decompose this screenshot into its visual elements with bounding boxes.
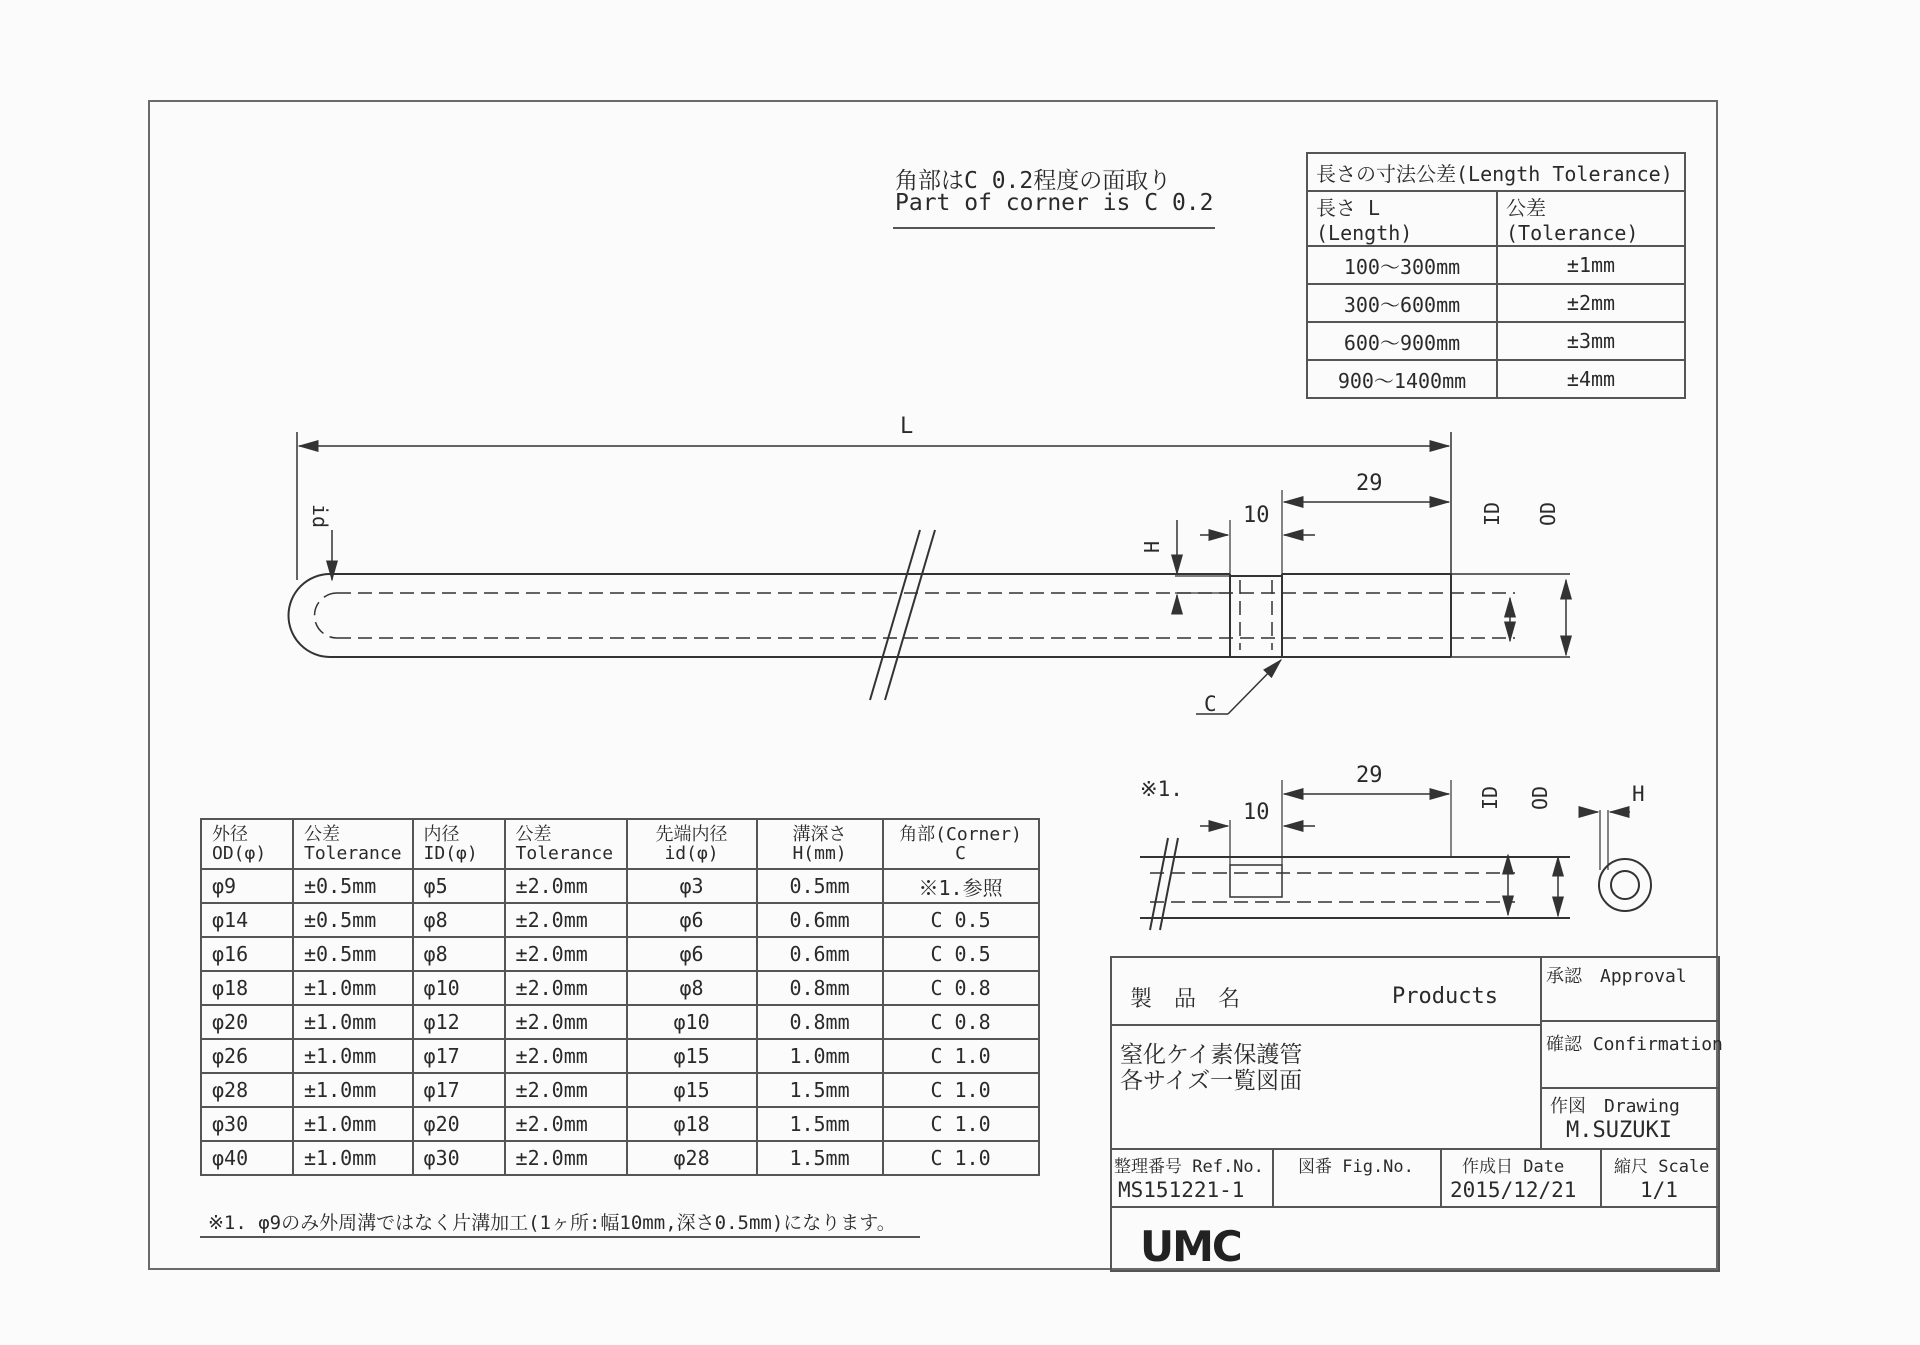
corner-cell: ※1.参照 [883, 869, 1039, 903]
length-cell: 100～300mm [1307, 246, 1497, 284]
detail-mark: ※1. [1140, 777, 1183, 801]
od-cell: φ18 [201, 971, 293, 1005]
groove-depth-cell: 1.5mm [757, 1073, 883, 1107]
id-cell: φ8 [413, 903, 505, 937]
tip-id-cell: φ8 [627, 971, 757, 1005]
od-cell: φ14 [201, 903, 293, 937]
id-tolerance-cell: ±2.0mm [505, 971, 627, 1005]
tip-id-cell: φ6 [627, 937, 757, 971]
id-cell: φ30 [413, 1141, 505, 1175]
od-tolerance-cell: ±1.0mm [293, 1005, 413, 1039]
detail-label-H: H [1632, 782, 1645, 806]
table-row [201, 1073, 1039, 1107]
id-cell: φ20 [413, 1107, 505, 1141]
dim-label-10: 10 [1243, 503, 1270, 528]
od-tolerance-cell: ±0.5mm [293, 869, 413, 903]
tip-id-cell: φ15 [627, 1073, 757, 1107]
id-cell: φ17 [413, 1073, 505, 1107]
dim-label-ID: ID [1480, 501, 1505, 527]
dim-label-L: L [900, 414, 914, 439]
tip-id-cell: φ6 [627, 903, 757, 937]
dim-label-OD: OD [1536, 501, 1561, 527]
corner-cell: C 1.0 [883, 1073, 1039, 1107]
id-cell: φ12 [413, 1005, 505, 1039]
id-cell: φ5 [413, 869, 505, 903]
header-od: 外径 OD(φ) [201, 819, 293, 869]
groove-depth-cell: 0.6mm [757, 937, 883, 971]
product-name-2: 各サイズ一覧図面 [1120, 1068, 1303, 1094]
date-label: 作成日 Date [1462, 1157, 1565, 1177]
products-label: Products [1392, 984, 1498, 1009]
corner-note-jp: 角部はC 0.2程度の面取り [895, 168, 1172, 194]
drawer-name: M.SUZUKI [1566, 1118, 1672, 1143]
detail-label-ID: ID [1478, 785, 1503, 811]
tip-id-cell: φ28 [627, 1141, 757, 1175]
od-cell: φ28 [201, 1073, 293, 1107]
company-logo: UMC [1140, 1222, 1241, 1271]
od-tolerance-cell: ±1.0mm [293, 1039, 413, 1073]
confirmation-label: 確認 Confirmation [1546, 1034, 1723, 1055]
od-tolerance-cell: ±1.0mm [293, 1107, 413, 1141]
date-value: 2015/12/21 [1450, 1178, 1577, 1202]
corner-cell: C 0.8 [883, 971, 1039, 1005]
groove-depth-cell: 1.5mm [757, 1107, 883, 1141]
header-id: 内径 ID(φ) [413, 819, 505, 869]
footnote-underline [200, 1236, 920, 1238]
corner-cell: C 0.8 [883, 1005, 1039, 1039]
id-tolerance-cell: ±2.0mm [505, 903, 627, 937]
dim-label-29: 29 [1356, 471, 1383, 496]
table-row [201, 1005, 1039, 1039]
id-cell: φ17 [413, 1039, 505, 1073]
table-row [201, 903, 1039, 937]
table-row [201, 971, 1039, 1005]
corner-cell: C 1.0 [883, 1039, 1039, 1073]
product-label: 製 品 名 [1130, 987, 1241, 1012]
header-id-tolerance: 公差 Tolerance [505, 819, 627, 869]
length-header: 長さ L (Length) [1307, 191, 1497, 246]
spec-table [200, 818, 1040, 1176]
header-groove-depth: 溝深さ H(mm) [757, 819, 883, 869]
tip-id-cell: φ10 [627, 1005, 757, 1039]
od-cell: φ30 [201, 1107, 293, 1141]
ref-value: MS151221-1 [1118, 1178, 1245, 1202]
scale-label: 縮尺 Scale [1614, 1157, 1710, 1177]
id-tolerance-cell: ±2.0mm [505, 1073, 627, 1107]
od-tolerance-cell: ±1.0mm [293, 1141, 413, 1175]
length-cell: 900～1400mm [1307, 360, 1497, 398]
id-tolerance-cell: ±2.0mm [505, 1107, 627, 1141]
id-tolerance-cell: ±2.0mm [505, 1039, 627, 1073]
tip-id-cell: φ18 [627, 1107, 757, 1141]
fig-label: 図番 Fig.No. [1298, 1157, 1414, 1177]
tolerance-header: 公差(Tolerance) [1497, 191, 1685, 246]
groove-depth-cell: 0.5mm [757, 869, 883, 903]
footnote: ※1. φ9のみ外周溝ではなく片溝加工(1ヶ所:幅10mm,深さ0.5mm)になります。 [208, 1212, 896, 1234]
id-tolerance-cell: ±2.0mm [505, 1141, 627, 1175]
corner-cell: C 0.5 [883, 937, 1039, 971]
od-cell: φ40 [201, 1141, 293, 1175]
corner-cell: C 0.5 [883, 903, 1039, 937]
corner-note-en: Part of corner is C 0.2 [895, 190, 1214, 216]
ref-label: 整理番号 Ref.No. [1114, 1157, 1264, 1177]
header-od-tolerance: 公差 Tolerance [293, 819, 413, 869]
corner-cell: C 1.0 [883, 1141, 1039, 1175]
od-cell: φ9 [201, 869, 293, 903]
product-name-1: 窒化ケイ素保護管 [1120, 1042, 1303, 1068]
detail-label-29: 29 [1356, 763, 1383, 788]
scale-value: 1/1 [1640, 1178, 1678, 1202]
od-cell: φ16 [201, 937, 293, 971]
tolerance-cell: ±2mm [1497, 284, 1685, 322]
tip-id-cell: φ3 [627, 869, 757, 903]
header-corner: 角部(Corner) C [883, 819, 1039, 869]
table-row [201, 937, 1039, 971]
dim-label-H: H [1140, 540, 1165, 554]
od-cell: φ20 [201, 1005, 293, 1039]
od-tolerance-cell: ±0.5mm [293, 903, 413, 937]
dim-label-C: C [1204, 692, 1217, 716]
corner-cell: C 1.0 [883, 1107, 1039, 1141]
drawing-label: 作図 Drawing [1550, 1096, 1680, 1117]
id-tolerance-cell: ±2.0mm [505, 869, 627, 903]
tip-id-cell: φ15 [627, 1039, 757, 1073]
header-tip-id: 先端内径 id(φ) [627, 819, 757, 869]
tolerance-cell: ±3mm [1497, 322, 1685, 360]
tolerance-cell: ±4mm [1497, 360, 1685, 398]
table-row [201, 1039, 1039, 1073]
od-tolerance-cell: ±0.5mm [293, 937, 413, 971]
table-row [201, 869, 1039, 903]
od-tolerance-cell: ±1.0mm [293, 1073, 413, 1107]
groove-depth-cell: 0.8mm [757, 971, 883, 1005]
od-tolerance-cell: ±1.0mm [293, 971, 413, 1005]
id-tolerance-cell: ±2.0mm [505, 1005, 627, 1039]
id-tolerance-cell: ±2.0mm [505, 937, 627, 971]
groove-depth-cell: 1.5mm [757, 1141, 883, 1175]
dim-label-id: id [308, 503, 333, 529]
table-row [201, 1141, 1039, 1175]
length-cell: 600～900mm [1307, 322, 1497, 360]
id-cell: φ10 [413, 971, 505, 1005]
groove-depth-cell: 1.0mm [757, 1039, 883, 1073]
table-row [201, 1107, 1039, 1141]
length-cell: 300～600mm [1307, 284, 1497, 322]
groove-depth-cell: 0.6mm [757, 903, 883, 937]
od-cell: φ26 [201, 1039, 293, 1073]
groove-depth-cell: 0.8mm [757, 1005, 883, 1039]
detail-label-10: 10 [1243, 800, 1270, 825]
approval-label: 承認 Approval [1546, 966, 1687, 987]
detail-label-OD: OD [1528, 785, 1553, 811]
length-tolerance-title: 長さの寸法公差(Length Tolerance) [1307, 153, 1685, 191]
id-cell: φ8 [413, 937, 505, 971]
tolerance-cell: ±1mm [1497, 246, 1685, 284]
